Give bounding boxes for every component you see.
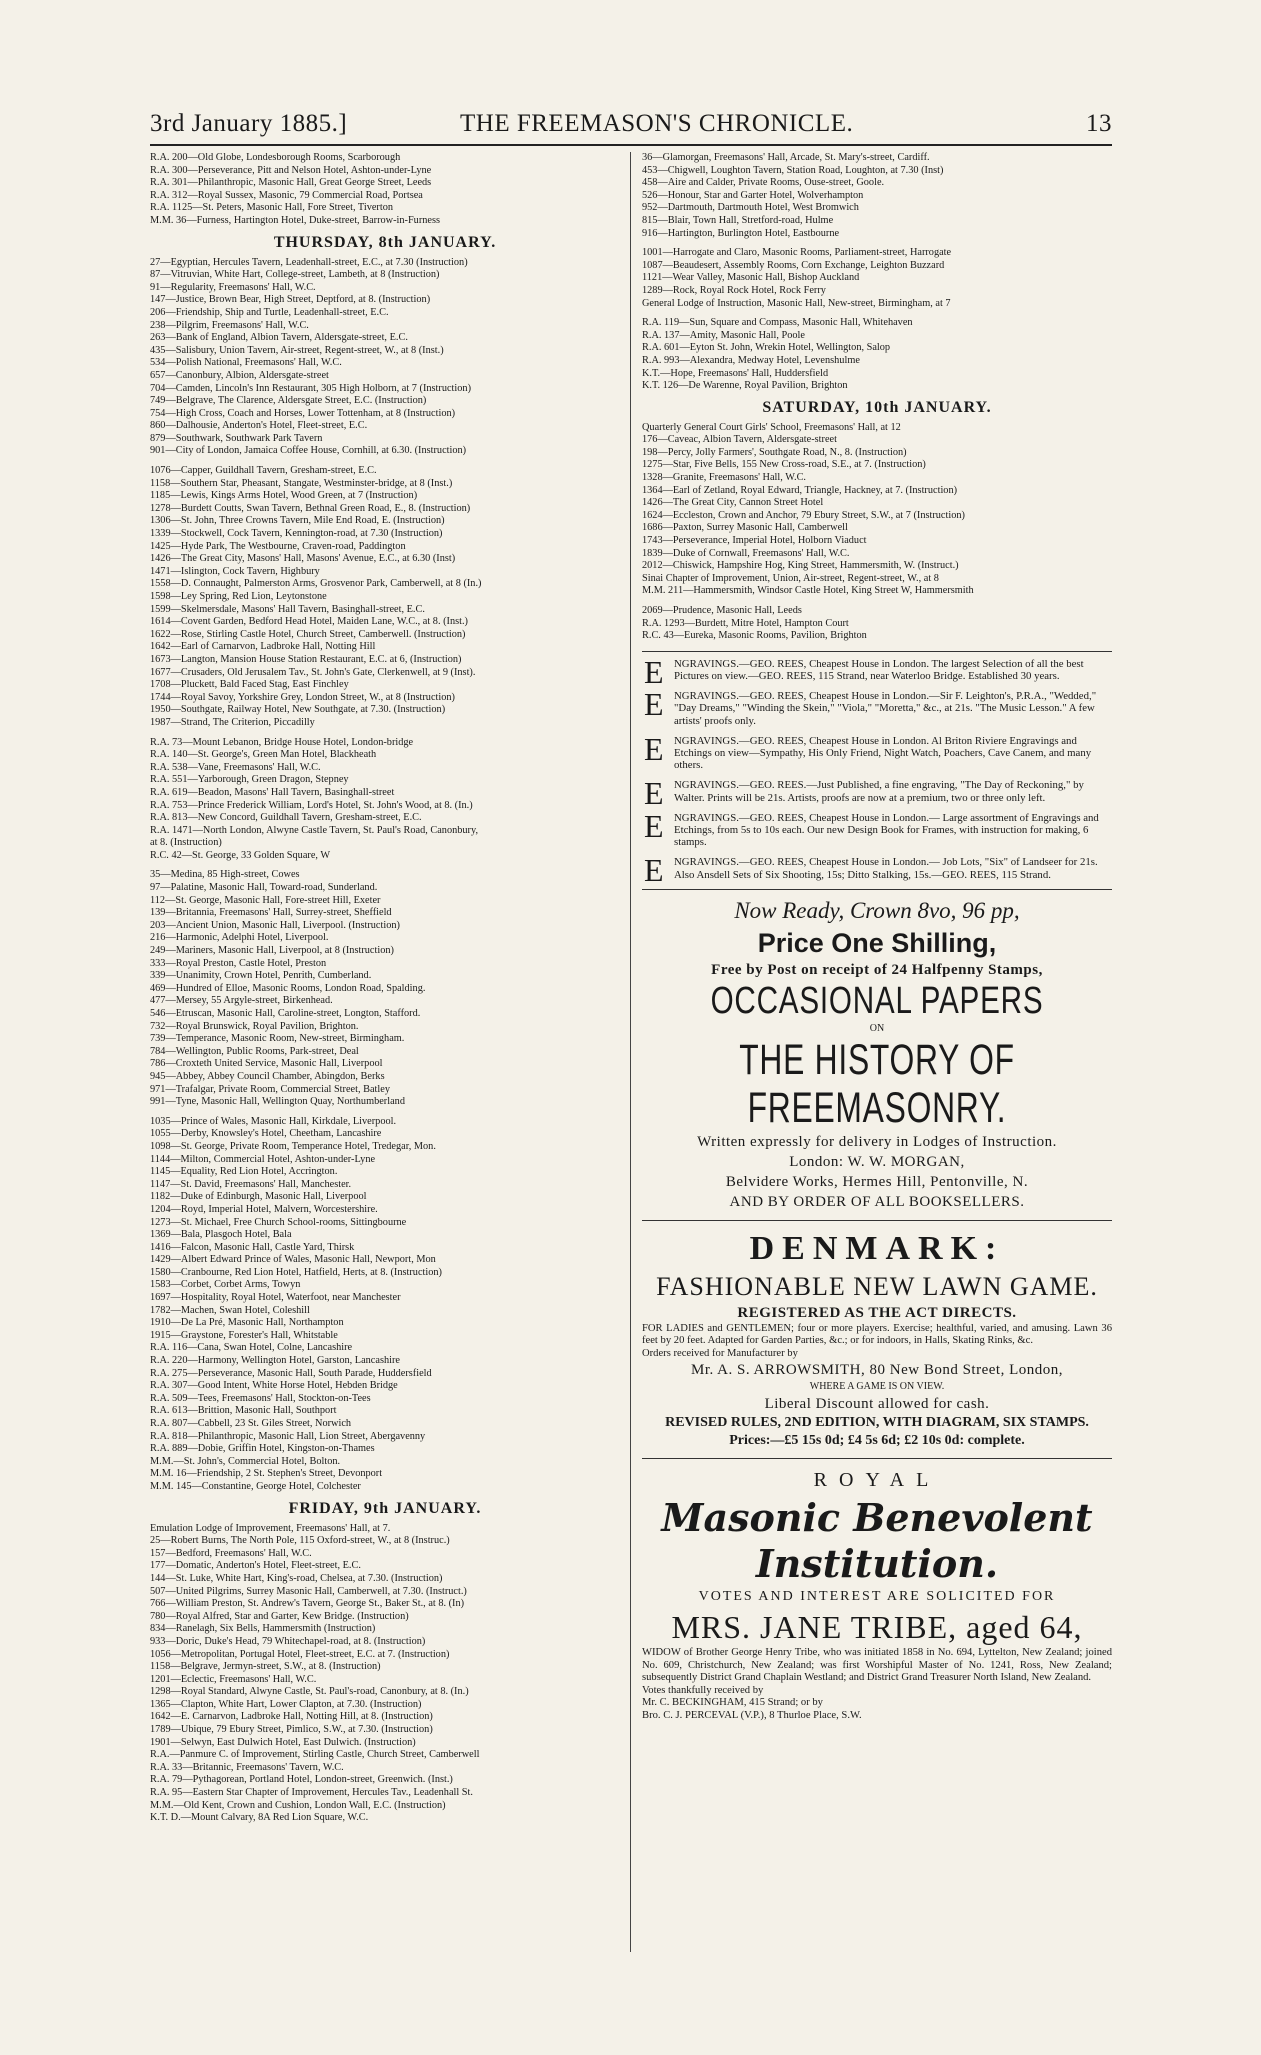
- saturday-list-2: [642, 605, 1112, 643]
- list-item: 546—Etruscan, Masonic Hall, Caroline-street, Longton, Stafford.: [150, 1008, 421, 1019]
- game-registered: REGISTERED AS THE ACT DIRECTS.: [737, 1304, 1017, 1321]
- list-item: 1622—Rose, Stirling Castle Hotel, Church Street, Camberwell. (Instruction): [150, 628, 466, 640]
- book-price: Price One Shilling,: [757, 927, 997, 958]
- game-discount: Liberal Discount allowed for cash.: [764, 1396, 990, 1413]
- list-item: 1789—Ubique, 79 Ebury Street, Pimlico, S.W., at 7.30. (Instruction): [150, 1724, 433, 1736]
- list-item: R.A. 137—Amity, Masonic Hall, Poole: [642, 329, 805, 341]
- list-item: 2012—Chiswick, Hampshire Hog, King Street, Hammersmith, W. (Instruct.): [642, 560, 959, 572]
- list-item: 35—Medina, 85 High-street, Cowes: [150, 869, 300, 881]
- list-item: R.A. 813—New Concord, Guildhall Tavern, Gresham-street, E.C.: [150, 812, 422, 824]
- list-item: 933—Doric, Duke's Head, 79 Whitechapel-road, at 8. (Instruction): [150, 1635, 426, 1647]
- list-item: 1558—D. Connaught, Palmerston Arms, Grosvenor Park, Camberwell, at 8 (In.): [150, 578, 482, 590]
- institution-royal: ROYAL: [813, 1469, 941, 1492]
- candidate-body: WIDOW of Brother George Henry Tribe, who was initiated 1858 in No. 694, Lyttelton, New Zealand; joined No. 609, Christchurch, New Zealand; was first Worshipful Master of No. 1241, Ross, New Zealand; subsequently District Grand Chaplain Westland; and District Grand Treasurer North Island, New Zealand.: [642, 1647, 1112, 1684]
- list-item: 1278—Burdett Coutts, Swan Tavern, Bethnal Green Road, E., 8. (Instruction): [150, 502, 471, 514]
- book-title-1: OCCASIONAL PAPERS: [710, 979, 1044, 1022]
- list-item: K.T. D.—Mount Calvary, 8A Red Lion Square, W.C.: [150, 1812, 369, 1824]
- game-name: DENMARK:: [749, 1229, 1005, 1267]
- right-column: [642, 152, 1112, 1722]
- list-item: R.A. 33—Britannic, Freemasons' Tavern, W.C.: [150, 1761, 344, 1773]
- list-item: R.A. 119—Sun, Square and Compass, Masonic Hall, Whitehaven: [642, 317, 913, 329]
- list-item: 1158—Belgrave, Jermyn-street, S.W., at 8. (Instruction): [150, 1661, 381, 1673]
- list-item: Emulation Lodge of Improvement, Freemasons' Hall, at 7.: [150, 1522, 391, 1534]
- gap: [150, 458, 620, 465]
- list-item: 1910—De La Pré, Masonic Hall, Northampton: [150, 1317, 344, 1329]
- friday-heading: FRIDAY, 9th JANUARY.: [288, 1499, 482, 1517]
- list-item: 1614—Covent Garden, Bedford Head Hotel, Maiden Lane, W.C., at 8. (Inst.): [150, 616, 468, 628]
- game-advert: [642, 1227, 1112, 1451]
- list-item: 333—Royal Preston, Castle Hotel, Preston: [150, 957, 327, 969]
- list-item: 1098—St. George, Private Room, Temperance Hotel, Tredegar, Mon.: [150, 1140, 436, 1152]
- list-item: at 8. (Instruction): [150, 837, 222, 849]
- list-item: R.A. 312—Royal Sussex, Masonic, 79 Commercial Road, Portsea: [150, 189, 423, 201]
- list-item: M.M.—Old Kent, Crown and Cushion, London Wall, E.C. (Instruction): [150, 1799, 446, 1811]
- list-item: 1364—Earl of Zetland, Royal Edward, Triangle, Hackney, at 7. (Instruction): [642, 484, 958, 496]
- list-item: R.A. 601—Eyton St. John, Wrekin Hotel, Wellington, Salop: [642, 342, 891, 354]
- engraving-ad: [642, 686, 1112, 727]
- book-title-2: THE HISTORY OF FREEMASONRY.: [739, 1035, 1015, 1132]
- institution-name: Masonic Benevolent Institution.: [661, 1495, 1093, 1587]
- list-item: 27—Egyptian, Hercules Tavern, Leadenhall-street, E.C., at 7.30 (Instruction): [150, 256, 468, 268]
- ad-text: NGRAVINGS.—GEO. REES, Cheapest House in London. Al Briton Riviere Engravings and Etchings on view—Sympathy, His Only Friend, Night Watch, Poachers, Cave Canem, and many others.: [674, 734, 1092, 772]
- drop-cap: E: [644, 852, 664, 889]
- list-item: R.A. 818—Philanthropic, Masonic Hall, Lion Street, Abergavenny: [150, 1430, 426, 1442]
- thursday-provincial-list: [150, 869, 620, 1108]
- list-item: 1158—Southern Star, Pheasant, Stangate, Westminster-bridge, at 8 (Inst.): [150, 477, 453, 489]
- list-item: R.A. 1471—North London, Alwyne Castle Tavern, St. Paul's Road, Canonbury,: [150, 824, 479, 836]
- list-item: R.A. 301—Philanthropic, Masonic Hall, Great George Street, Leeds: [150, 177, 432, 189]
- drop-cap: E: [644, 730, 664, 767]
- column-divider: [630, 152, 631, 1952]
- list-item: 1273—St. Michael, Free Church School-rooms, Sittingbourne: [150, 1216, 407, 1228]
- list-item: 112—St. George, Masonic Hall, Fore-street Hill, Exeter: [150, 894, 381, 906]
- list-item: K.T.—Hope, Freemasons' Hall, Huddersfield: [642, 367, 829, 379]
- engraving-ad: [642, 807, 1112, 849]
- list-item: 507—United Pilgrims, Surrey Masonic Hall, Camberwell, at 7.30. (Instruct.): [150, 1585, 467, 1597]
- list-item: 1580—Cranbourne, Red Lion Hotel, Hatfield, Herts, at 8. (Instruction): [150, 1266, 442, 1278]
- list-item: R.A. 220—Harmony, Wellington Hotel, Garston, Lancashire: [150, 1355, 400, 1367]
- game-rules: REVISED RULES, 2ND EDITION, WITH DIAGRAM, SIX STAMPS.: [665, 1415, 1089, 1431]
- list-item: 1426—The Great City, Cannon Street Hotel: [642, 497, 824, 509]
- list-item: R.A. 538—Vane, Freemasons' Hall, W.C.: [150, 761, 321, 773]
- list-item: 1708—Pluckett, Bald Faced Stag, East Finchley: [150, 679, 349, 691]
- list-item: 1901—Selwyn, East Dulwich Hotel, East Dulwich. (Instruction): [150, 1736, 416, 1748]
- book-free-post: Free by Post on receipt of 24 Halfpenny Stamps,: [711, 961, 1043, 978]
- page-number: 13: [1086, 110, 1112, 137]
- list-item: 144—St. Luke, White Hart, King's-road, Chelsea, at 7.30. (Instruction): [150, 1572, 443, 1584]
- list-item: R.A. 551—Yarborough, Green Dragon, Stepney: [150, 774, 349, 786]
- list-item: 1987—Strand, The Criterion, Piccadilly: [150, 716, 315, 728]
- list-item: 1624—Eccleston, Crown and Anchor, 79 Ebury Street, S.W., at 7 (Instruction): [642, 509, 965, 521]
- list-item: 1275—Star, Five Bells, 155 New Cross-road, S.E., at 7. (Instruction): [642, 459, 926, 471]
- list-item: 1204—Royd, Imperial Hotel, Malvern, Worcestershire.: [150, 1203, 378, 1215]
- list-item: M.M.—St. John's, Commercial Hotel, Bolton.: [150, 1455, 341, 1467]
- ad-text: NGRAVINGS.—GEO. REES, Cheapest House in London.—Sir F. Leighton's, P.R.A., "Wedded," "Day Dreams," "Winding the Skein," "Viola," "Moretta," &c., at 21s. "The Music Lesson." A few artists' proofs only.: [674, 690, 1097, 727]
- engraving-ad: [642, 852, 1112, 889]
- section-rule: [642, 1220, 1112, 1221]
- list-item: 1686—Paxton, Surrey Masonic Hall, Camberwell: [642, 522, 848, 534]
- intro-list: [150, 152, 620, 228]
- list-item: 147—Justice, Brown Bear, High Street, Deptford, at 8. (Instruction): [150, 294, 431, 306]
- list-item: 1035—Prince of Wales, Masonic Hall, Kirkdale, Liverpool.: [150, 1115, 397, 1127]
- list-item: 203—Ancient Union, Masonic Hall, Liverpool. (Instruction): [150, 919, 400, 931]
- list-item: 1425—Hyde Park, The Westbourne, Craven-road, Paddington: [150, 540, 406, 552]
- book-written: Written expressly for delivery in Lodges of Instruction.: [697, 1133, 1057, 1150]
- gap: [642, 598, 1112, 605]
- game-body: FOR LADIES and GENTLEMEN; four or more players. Exercise; healthful, varied, and amusing. Lawn 36 feet by 20 feet. Adapted for Garden Parties, &c.; or for indoors, in Halls, Skating Rinks, &c.: [642, 1322, 1112, 1347]
- list-item: 238—Pilgrim, Freemasons' Hall, W.C.: [150, 319, 309, 331]
- list-item: General Lodge of Instruction, Masonic Hall, New-street, Birmingham, at 7: [642, 297, 951, 309]
- list-item: 2069—Prudence, Masonic Hall, Leeds: [642, 605, 802, 616]
- list-item: 1642—E. Carnarvon, Ladbroke Hall, Notting Hill, at 8. (Instruction): [150, 1711, 433, 1723]
- list-item: 87—Vitruvian, White Hart, College-street, Lambeth, at 8 (Instruction): [150, 269, 440, 281]
- list-item: 1744—Royal Savoy, Yorkshire Grey, London Street, W., at 8 (Instruction): [150, 691, 455, 703]
- thursday-provincial-list-2: [150, 1116, 620, 1494]
- list-item: 263—Bank of England, Albion Tavern, Aldersgate-street, E.C.: [150, 332, 408, 344]
- list-item: 157—Bedford, Freemasons' Hall, W.C.: [150, 1547, 312, 1559]
- list-item: 1201—Eclectic, Freemasons' Hall, W.C.: [150, 1673, 317, 1685]
- list-item: 216—Harmonic, Adelphi Hotel, Liverpool.: [150, 932, 329, 944]
- book-publisher: London: W. W. MORGAN,: [789, 1153, 965, 1170]
- gap: [150, 730, 620, 737]
- list-item: 469—Hundred of Elloe, Masonic Rooms, London Road, Spalding.: [150, 982, 426, 994]
- list-item: R.A.—Panmure C. of Improvement, Stirling Castle, Church Street, Camberwell: [150, 1749, 480, 1761]
- list-item: R.A. 993—Alexandra, Medway Hotel, Levenshulme: [642, 354, 860, 366]
- list-item: 860—Dalhousie, Anderton's Hotel, Fleet-street, E.C.: [150, 420, 368, 432]
- masthead-title: THE FREEMASON'S CHRONICLE.: [460, 110, 854, 137]
- list-item: 526—Honour, Star and Garter Hotel, Wolverhampton: [642, 189, 864, 201]
- list-item: 91—Regularity, Freemasons' Hall, W.C.: [150, 281, 316, 293]
- reference-2: Bro. C. J. PERCEVAL (V.P.), 8 Thurloe Place, S.W.: [642, 1709, 862, 1721]
- list-item: M.M. 36—Furness, Hartington Hotel, Duke-street, Barrow-in-Furness: [150, 214, 440, 226]
- list-item: 749—Belgrave, The Clarence, Aldersgate Street, E.C. (Instruction): [150, 395, 427, 407]
- book-now-ready: Now Ready, Crown 8vo, 96 pp,: [734, 897, 1020, 923]
- candidate-name: MRS. JANE TRIBE, aged 64,: [671, 1609, 1083, 1646]
- list-item: R.A. 140—St. George's, Green Man Hotel, Blackheath: [150, 749, 377, 761]
- list-item: 754—High Cross, Coach and Horses, Lower Tottenham, at 8 (Instruction): [150, 407, 456, 419]
- list-item: 435—Salisbury, Union Tavern, Air-street, Regent-street, W., at 8 (Inst.): [150, 344, 444, 356]
- engraving-ad: [642, 653, 1112, 690]
- list-item: 534—Polish National, Freemasons' Hall, W.C.: [150, 357, 342, 369]
- section-rule: [642, 651, 1112, 652]
- list-item: 1121—Wear Valley, Masonic Hall, Bishop Auckland: [642, 272, 860, 284]
- list-item: 36—Glamorgan, Freemasons' Hall, Arcade, St. Mary's-street, Cardiff.: [642, 152, 930, 163]
- drop-cap: E: [644, 686, 664, 723]
- list-item: 971—Trafalgar, Private Room, Commercial Street, Batley: [150, 1083, 390, 1095]
- list-item: 1599—Skelmersdale, Masons' Hall Tavern, Basinghall-street, E.C.: [150, 603, 425, 615]
- list-item: R.A. 807—Cabbell, 23 St. Giles Street, Norwich: [150, 1418, 352, 1429]
- gap: [642, 310, 1112, 317]
- list-item: 1144—Milton, Commercial Hotel, Ashton-under-Lyne: [150, 1153, 376, 1165]
- list-item: R.A. 753—Prince Frederick William, Lord's Hotel, St. John's Wood, at 8. (In.): [150, 799, 473, 811]
- list-item: R.C. 42—St. George, 33 Golden Square, W: [150, 849, 331, 861]
- list-item: 901—City of London, Jamaica Coffee House, Cornhill, at 6.30. (Instruction): [150, 445, 467, 457]
- page-header: [150, 110, 1112, 146]
- list-item: 25—Robert Burns, The North Pole, 115 Oxford-street, W., at 8 (Instruc.): [150, 1535, 450, 1547]
- friday-provincial-list-2: [642, 247, 1112, 310]
- engraving-ad: [642, 730, 1112, 772]
- thursday-london-list-2: [150, 465, 620, 729]
- list-item: 206—Friendship, Ship and Turtle, Leadenhall-street, E.C.: [150, 306, 389, 318]
- list-item: R.A. 889—Dobie, Griffin Hotel, Kingston-on-Thames: [150, 1443, 375, 1455]
- list-item: 1365—Clapton, White Hart, Lower Clapton, at 7.30. (Instruction): [150, 1698, 422, 1710]
- list-item: 1598—Ley Spring, Red Lion, Leytonstone: [150, 591, 327, 602]
- list-item: 815—Blair, Town Hall, Stretford-road, Hulme: [642, 214, 834, 226]
- list-item: 704—Camden, Lincoln's Inn Restaurant, 305 High Holborn, at 7 (Instruction): [150, 382, 472, 394]
- gap: [642, 240, 1112, 247]
- drop-cap: E: [644, 653, 664, 690]
- list-item: 1426—The Great City, Masons' Hall, Masons' Avenue, E.C., at 6.30 (Inst): [150, 553, 456, 565]
- list-item: 1055—Derby, Knowsley's Hotel, Cheetham, Lancashire: [150, 1128, 382, 1140]
- list-item: 1076—Capper, Guildhall Tavern, Gresham-street, E.C.: [150, 465, 377, 477]
- saturday-heading: SATURDAY, 10th JANUARY.: [762, 398, 992, 416]
- list-item: 879—Southwark, Southwark Park Tavern: [150, 432, 323, 444]
- game-where: WHERE A GAME IS ON VIEW.: [809, 1381, 945, 1393]
- list-item: 916—Hartington, Burlington Hotel, Eastbourne: [642, 227, 840, 239]
- thursday-heading: THURSDAY, 8th JANUARY.: [273, 233, 497, 251]
- drop-cap: E: [644, 807, 664, 844]
- list-item: Sinai Chapter of Improvement, Union, Air-street, Regent-street, W., at 8: [642, 572, 939, 584]
- left-column: [150, 152, 620, 1825]
- list-item: 177—Domatic, Anderton's Hotel, Fleet-street, E.C.: [150, 1560, 361, 1572]
- list-item: R.C. 43—Eureka, Masonic Rooms, Pavilion, Brighton: [642, 630, 867, 642]
- list-item: 1369—Bala, Plasgoch Hotel, Bala: [150, 1229, 292, 1241]
- ad-text: NGRAVINGS.—GEO. REES, Cheapest House in London.— Job Lots, "Six" of Landseer for 21s. Also Ansdell Sets of Six Shooting, 15s; Ditto Stalking, 15s.—GEO. REES, 115 Strand.: [674, 856, 1098, 881]
- game-orders: Orders received for Manufacturer by: [642, 1347, 798, 1359]
- friday-provincial-list: [642, 152, 1112, 240]
- thursday-chapters-list: [150, 737, 620, 863]
- list-item: R.A. 1293—Burdett, Mitre Hotel, Hampton Court: [642, 617, 849, 629]
- list-item: 453—Chigwell, Loughton Tavern, Station Road, Loughton, at 7.30 (Inst): [642, 164, 944, 176]
- list-item: 1782—Machen, Swan Hotel, Coleshill: [150, 1304, 310, 1316]
- list-item: 780—Royal Alfred, Star and Garter, Kew Bridge. (Instruction): [150, 1610, 409, 1622]
- ad-text: NGRAVINGS.—GEO. REES, Cheapest House in London. The largest Selection of all the best Pictures on view.—GEO. REES, 115 Strand, near Waterloo Bridge. Established 30 years.: [674, 657, 1084, 682]
- list-item: 1328—Granite, Freemasons' Hall, W.C.: [642, 472, 807, 484]
- list-item: R.A. 79—Pythagorean, Portland Hotel, London-street, Greenwich. (Inst.): [150, 1774, 453, 1786]
- list-item: 784—Wellington, Public Rooms, Park-street, Deal: [150, 1045, 359, 1057]
- list-item: 339—Unanimity, Crown Hotel, Penrith, Cumberland.: [150, 970, 372, 982]
- list-item: 1185—Lewis, Kings Arms Hotel, Wood Green, at 7 (Instruction): [150, 490, 418, 502]
- book-advert: [642, 896, 1112, 1212]
- list-item: R.A. 300—Perseverance, Pitt and Nelson Hotel, Ashton-under-Lyne: [150, 164, 432, 176]
- list-item: 1673—Langton, Mansion House Station Restaurant, E.C. at 6, (Instruction): [150, 653, 462, 665]
- list-item: R.A. 200—Old Globe, Londesborough Rooms, Scarborough: [150, 152, 401, 163]
- friday-chapters-list: [642, 317, 1112, 393]
- list-item: 739—Temperance, Masonic Room, New-street, Birmingham.: [150, 1033, 405, 1045]
- ad-text: NGRAVINGS.—GEO. REES, Cheapest House in London.— Large assortment of Engravings and Etchings, from 5s to 10s each. Our new Design Book for Frames, with instruction for making, 6 stamps.: [674, 811, 1099, 849]
- list-item: 1471—Islington, Cock Tavern, Highbury: [150, 565, 320, 577]
- list-item: 198—Percy, Jolly Farmers', Southgate Road, N., 8. (Instruction): [642, 446, 907, 458]
- list-item: 991—Tyne, Masonic Hall, Wellington Quay, Northumberland: [150, 1096, 405, 1108]
- list-item: R.A. 1125—St. Peters, Masonic Hall, Fore Street, Tiverton: [150, 202, 394, 214]
- list-item: M.M. 211—Hammersmith, Windsor Castle Hotel, King Street W, Hammersmith: [642, 585, 974, 597]
- list-item: 249—Mariners, Masonic Hall, Liverpool, at 8 (Instruction): [150, 945, 394, 957]
- gap: [150, 1109, 620, 1116]
- book-address: Belvidere Works, Hermes Hill, Pentonville, N.: [725, 1173, 1029, 1190]
- list-item: 1182—Duke of Edinburgh, Masonic Hall, Liverpool: [150, 1191, 367, 1203]
- engraving-ad: [642, 775, 1112, 812]
- list-item: M.M. 145—Constantine, George Hotel, Colchester: [150, 1480, 361, 1492]
- section-rule: [642, 1458, 1112, 1459]
- list-item: 1145—Equality, Red Lion Hotel, Accrington.: [150, 1166, 338, 1178]
- list-item: K.T. 126—De Warenne, Royal Pavilion, Brighton: [642, 380, 848, 392]
- drop-cap: E: [644, 775, 664, 812]
- list-item: R.A. 619—Beadon, Masons' Hall Tavern, Basinghall-street: [150, 786, 395, 798]
- list-item: 732—Royal Brunswick, Royal Pavilion, Brighton.: [150, 1020, 359, 1032]
- book-order: AND BY ORDER OF ALL BOOKSELLERS.: [729, 1193, 1025, 1210]
- engravings-ads: [642, 653, 1112, 889]
- book-title-on: ON: [869, 1022, 885, 1034]
- list-item: 952—Dartmouth, Dartmouth Hotel, West Bromwich: [642, 202, 859, 214]
- list-item: R.A. 73—Mount Lebanon, Bridge House Hotel, London-bridge: [150, 736, 414, 748]
- list-item: 1743—Perseverance, Imperial Hotel, Holborn Viaduct: [642, 535, 867, 547]
- reference-1: Mr. C. BECKINGHAM, 415 Strand; or by: [642, 1697, 823, 1709]
- list-item: 945—Abbey, Abbey Council Chamber, Abingdon, Berks: [150, 1070, 385, 1082]
- list-item: 1583—Corbet, Corbet Arms, Towyn: [150, 1279, 301, 1291]
- list-item: R.A. 613—Brittion, Masonic Hall, Southport: [150, 1405, 337, 1417]
- list-item: 1306—St. John, Three Crowns Tavern, Mile End Road, E. (Instruction): [150, 515, 445, 527]
- thursday-london-list: [150, 257, 620, 459]
- list-item: 1147—St. David, Freemasons' Hall, Manchester.: [150, 1178, 352, 1190]
- friday-list: [150, 1523, 620, 1825]
- list-item: 1339—Stockwell, Cock Tavern, Kennington-road, at 7.30 (Instruction): [150, 528, 443, 540]
- game-maker: Mr. A. S. ARROWSMITH, 80 New Bond Street, London,: [690, 1362, 1063, 1379]
- list-item: 139—Britannia, Freemasons' Hall, Surrey-street, Sheffield: [150, 907, 392, 919]
- list-item: 766—William Preston, St. Andrew's Tavern, George St., Baker St., at 8. (In): [150, 1598, 465, 1610]
- list-item: 1001—Harrogate and Claro, Masonic Rooms, Parliament-street, Harrogate: [642, 247, 952, 259]
- list-item: 1839—Duke of Cornwall, Freemasons' Hall, W.C.: [642, 547, 850, 559]
- list-item: 97—Palatine, Masonic Hall, Toward-road, Sunderland.: [150, 882, 378, 894]
- list-item: 657—Canonbury, Albion, Aldersgate-street: [150, 369, 329, 381]
- list-item: M.M. 16—Friendship, 2 St. Stephen's Street, Devonport: [150, 1468, 383, 1480]
- list-item: R.A. 307—Good Intent, White Horse Hotel, Hebden Bridge: [150, 1380, 398, 1392]
- list-item: 1950—Southgate, Railway Hotel, New Southgate, at 7.30. (Instruction): [150, 704, 446, 716]
- list-item: 1087—Beaudesert, Assembly Rooms, Corn Exchange, Leighton Buzzard: [642, 259, 945, 271]
- list-item: 834—Ranelagh, Six Bells, Hammersmith (Instruction): [150, 1623, 376, 1635]
- list-item: 1416—Falcon, Masonic Hall, Castle Yard, Thirsk: [150, 1241, 355, 1253]
- list-item: 1697—Hospitality, Royal Hotel, Waterfoot, near Manchester: [150, 1292, 401, 1304]
- institution-advert: [642, 1465, 1112, 1722]
- ad-text: NGRAVINGS.—GEO. REES.—Just Published, a fine engraving, "The Day of Reckoning," by Walter. Prints will be 21s. Artists, proofs are now at a premium, two or three only left.: [674, 779, 1084, 804]
- section-rule: [642, 889, 1112, 890]
- list-item: 786—Croxteth United Service, Masonic Hall, Liverpool: [150, 1058, 383, 1070]
- list-item: 1642—Earl of Carnarvon, Ladbroke Hall, Notting Hill: [150, 641, 376, 653]
- game-prices: Prices:—£5 15s 0d; £4 5s 6d; £2 10s 0d: complete.: [729, 1433, 1025, 1449]
- issue-date: 3rd January 1885.]: [150, 110, 348, 137]
- list-item: 1056—Metropolitan, Portugal Hotel, Fleet-street, E.C. at 7. (Instruction): [150, 1648, 450, 1660]
- list-item: R.A. 95—Eastern Star Chapter of Improvement, Hercules Tav., Leadenhall St.: [150, 1787, 473, 1799]
- gap: [150, 862, 620, 869]
- institution-votes: VOTES AND INTEREST ARE SOLICITED FOR: [698, 1589, 1056, 1605]
- list-item: R.A. 116—Cana, Swan Hotel, Colne, Lancashire: [150, 1342, 353, 1354]
- game-tagline: FASHIONABLE NEW LAWN GAME.: [656, 1271, 1098, 1301]
- list-item: 1289—Rock, Royal Rock Hotel, Rock Ferry: [642, 284, 826, 296]
- list-item: 1677—Crusaders, Old Jerusalem Tav., St. John's Gate, Clerkenwell, at 9 (Inst).: [150, 666, 476, 678]
- votes-received: Votes thankfully received by: [642, 1684, 764, 1696]
- list-item: R.A. 509—Tees, Freemasons' Hall, Stockton-on-Tees: [150, 1392, 371, 1404]
- list-item: 1429—Albert Edward Prince of Wales, Masonic Hall, Newport, Mon: [150, 1254, 436, 1266]
- list-item: Quarterly General Court Girls' School, Freemasons' Hall, at 12: [642, 421, 901, 433]
- list-item: 1298—Royal Standard, Alwyne Castle, St. Paul's-road, Canonbury, at 8. (In.): [150, 1686, 469, 1698]
- list-item: 176—Caveac, Albion Tavern, Aldersgate-street: [642, 434, 837, 446]
- list-item: 1915—Graystone, Forester's Hall, Whitstable: [150, 1329, 338, 1341]
- saturday-list: [642, 422, 1112, 598]
- list-item: R.A. 275—Perseverance, Masonic Hall, South Parade, Huddersfield: [150, 1367, 432, 1379]
- list-item: 458—Aire and Calder, Private Rooms, Ouse-street, Goole.: [642, 177, 885, 189]
- list-item: 477—Mersey, 55 Argyle-street, Birkenhead.: [150, 995, 333, 1007]
